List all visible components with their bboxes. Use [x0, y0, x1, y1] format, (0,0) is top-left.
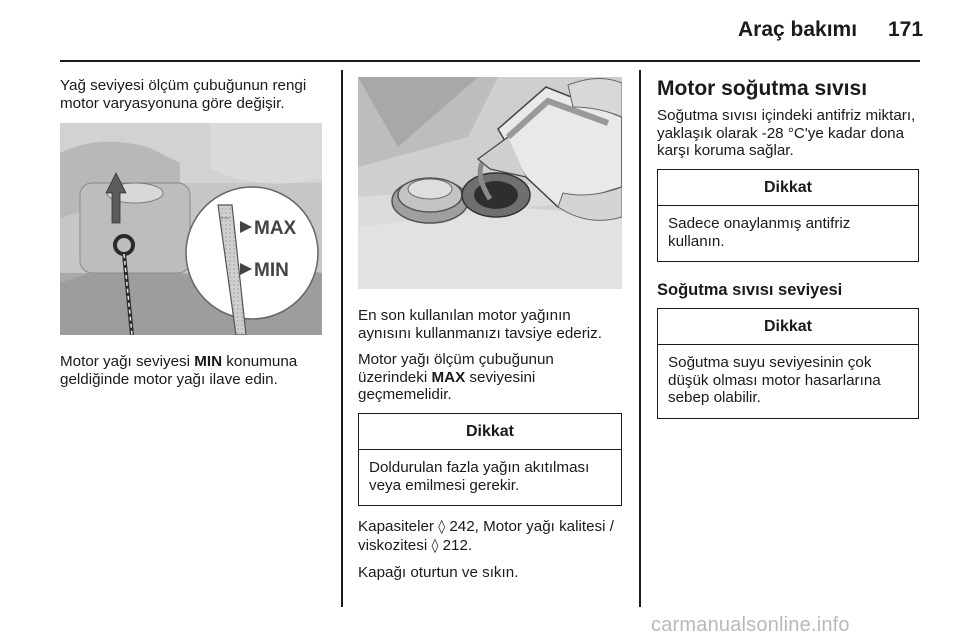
reference-arrow-icon: ◊: [431, 537, 439, 554]
oil-recommendation: En son kullanılan motor yağının aynısını kullanmanızı tavsiye ederiz.: [358, 307, 602, 342]
column-2: [358, 77, 622, 591]
coolant-intro: Soğutma sıvısı içindeki antifriz miktarı, yaklaşık olarak -28 °C'ye kadar dona karşı koruma sağlar.: [657, 107, 916, 159]
dipstick-figure: [60, 123, 322, 335]
notice-body: Doldurulan fazla yağın akıtılması veya emilmesi gerekir.: [369, 459, 590, 494]
max-label: MAX: [254, 218, 297, 239]
column-divider-2: [639, 70, 641, 607]
oil-filling-figure: [358, 77, 622, 289]
coolant-level-heading: Soğutma sıvısı seviyesi: [657, 281, 843, 299]
max-term: MAX: [431, 368, 466, 386]
reference-arrow-icon: ◊: [438, 519, 446, 535]
min-term: MIN: [194, 353, 223, 370]
min-label: MIN: [254, 260, 289, 281]
notice-title: Dikkat: [658, 309, 918, 346]
watermark: carmanualsonline.info: [651, 614, 850, 636]
min-instruction: Motor yağı seviyesi MIN konumuna geldiğinde motor yağı ilave edin.: [60, 353, 298, 388]
cap-instruction: Kapağı oturtun ve sıkın.: [358, 564, 519, 581]
page-number: 171: [888, 18, 924, 41]
notice-body: Sadece onaylanmış antifriz kullanın.: [668, 215, 851, 250]
cross-reference: Kapasiteler ◊ 242, Motor yağı kalitesi / viskozitesi ◊ 212.: [358, 518, 614, 554]
notice-title: Dikkat: [658, 170, 918, 207]
notice-low-coolant: [657, 308, 919, 419]
column-3: [657, 77, 919, 431]
max-instruction: Motor yağı ölçüm çubuğunun üzerindeki MAX seviyesini geçmemelidir.: [358, 351, 554, 403]
notice-overfill: [358, 413, 622, 507]
notice-antifreeze: [657, 169, 919, 263]
dipstick-intro: Yağ seviyesi ölçüm çubuğunun rengi motor varyasyonuna göre değişir.: [60, 77, 307, 112]
column-1: [60, 77, 328, 397]
column-divider-1: [341, 70, 343, 607]
header-rule: [60, 60, 920, 62]
notice-title: Dikkat: [359, 414, 621, 451]
coolant-heading: Motor soğutma sıvısı: [657, 77, 868, 100]
notice-body: Soğutma suyu seviyesinin çok düşük olması motor hasarlarına sebep olabilir.: [668, 354, 881, 406]
section-title: Araç bakımı: [738, 18, 858, 41]
